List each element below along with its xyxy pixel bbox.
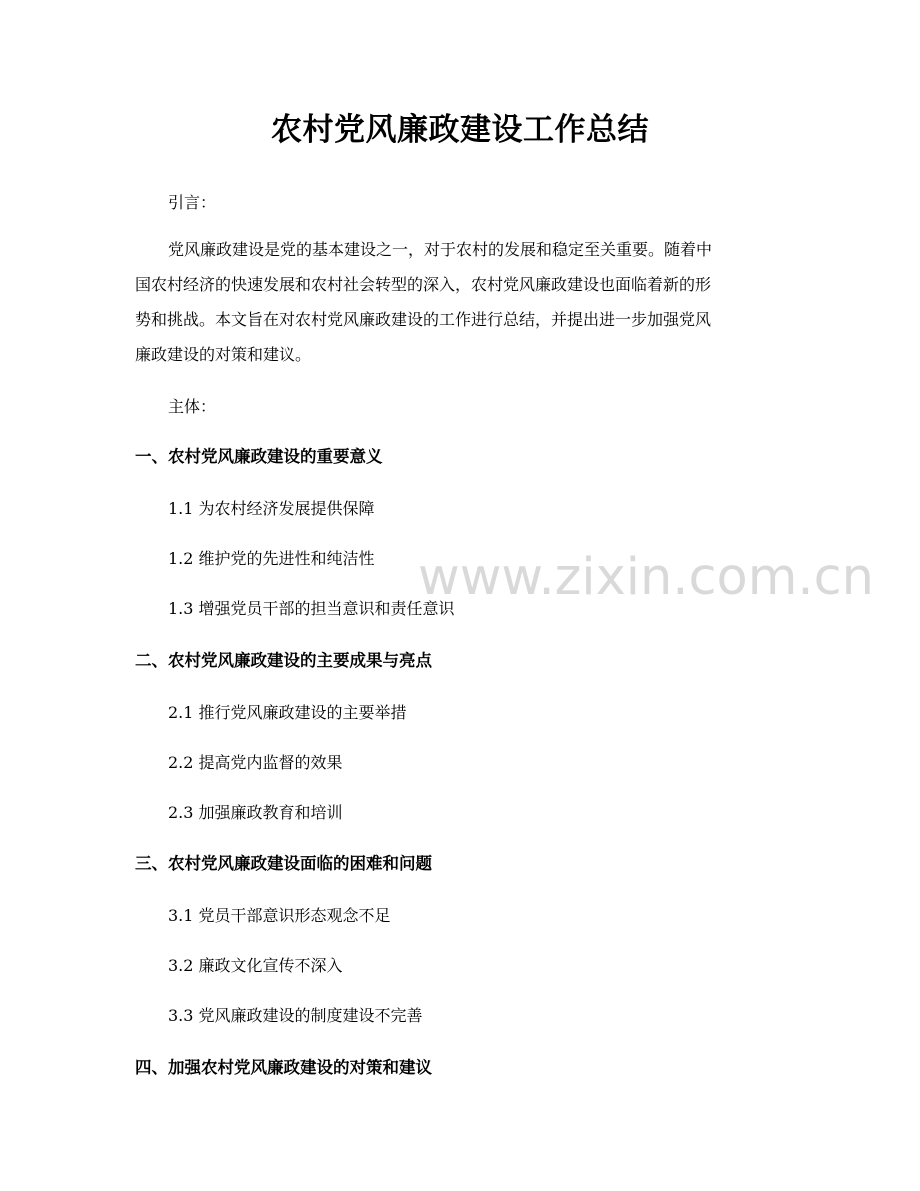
intro-label: 引言： [168, 193, 217, 212]
section-item: 1.1 为农村经济发展提供保障 [168, 499, 375, 518]
section-item: 2.3 加强廉政教育和培训 [168, 803, 343, 822]
body-label: 主体： [168, 397, 217, 416]
section-heading: 四、加强农村党风廉政建设的对策和建议 [135, 1058, 432, 1077]
intro-line: 国农村经济的快速发展和农村社会转型的深入，农村党风廉政建设也面临着新的形 [135, 275, 712, 294]
intro-paragraph [135, 232, 785, 372]
section-heading: 一、农村党风廉政建设的重要意义 [135, 447, 383, 466]
section-item: 3.3 党风廉政建设的制度建设不完善 [168, 1006, 423, 1025]
section-item: 2.2 提高党内监督的效果 [168, 753, 343, 772]
intro-line: 党风廉政建设是党的基本建设之一，对于农村的发展和稳定至关重要。随着中 [168, 240, 713, 259]
watermark-text: www.zixin.com.cn [418, 548, 874, 607]
intro-line: 廉政建设的对策和建议。 [135, 345, 312, 364]
document-title: 农村党风廉政建设工作总结 [271, 112, 649, 148]
section-item: 1.3 增强党员干部的担当意识和责任意识 [168, 599, 455, 618]
section-item: 3.1 党员干部意识形态观念不足 [168, 906, 391, 925]
section-heading: 二、农村党风廉政建设的主要成果与亮点 [135, 651, 432, 670]
intro-line: 势和挑战。本文旨在对农村党风廉政建设的工作进行总结，并提出进一步加强党风 [135, 310, 712, 329]
section-item: 1.2 维护党的先进性和纯洁性 [168, 549, 375, 568]
section-item: 3.2 廉政文化宣传不深入 [168, 956, 343, 975]
section-item: 2.1 推行党风廉政建设的主要举措 [168, 703, 407, 722]
section-heading: 三、农村党风廉政建设面临的困难和问题 [135, 854, 432, 873]
